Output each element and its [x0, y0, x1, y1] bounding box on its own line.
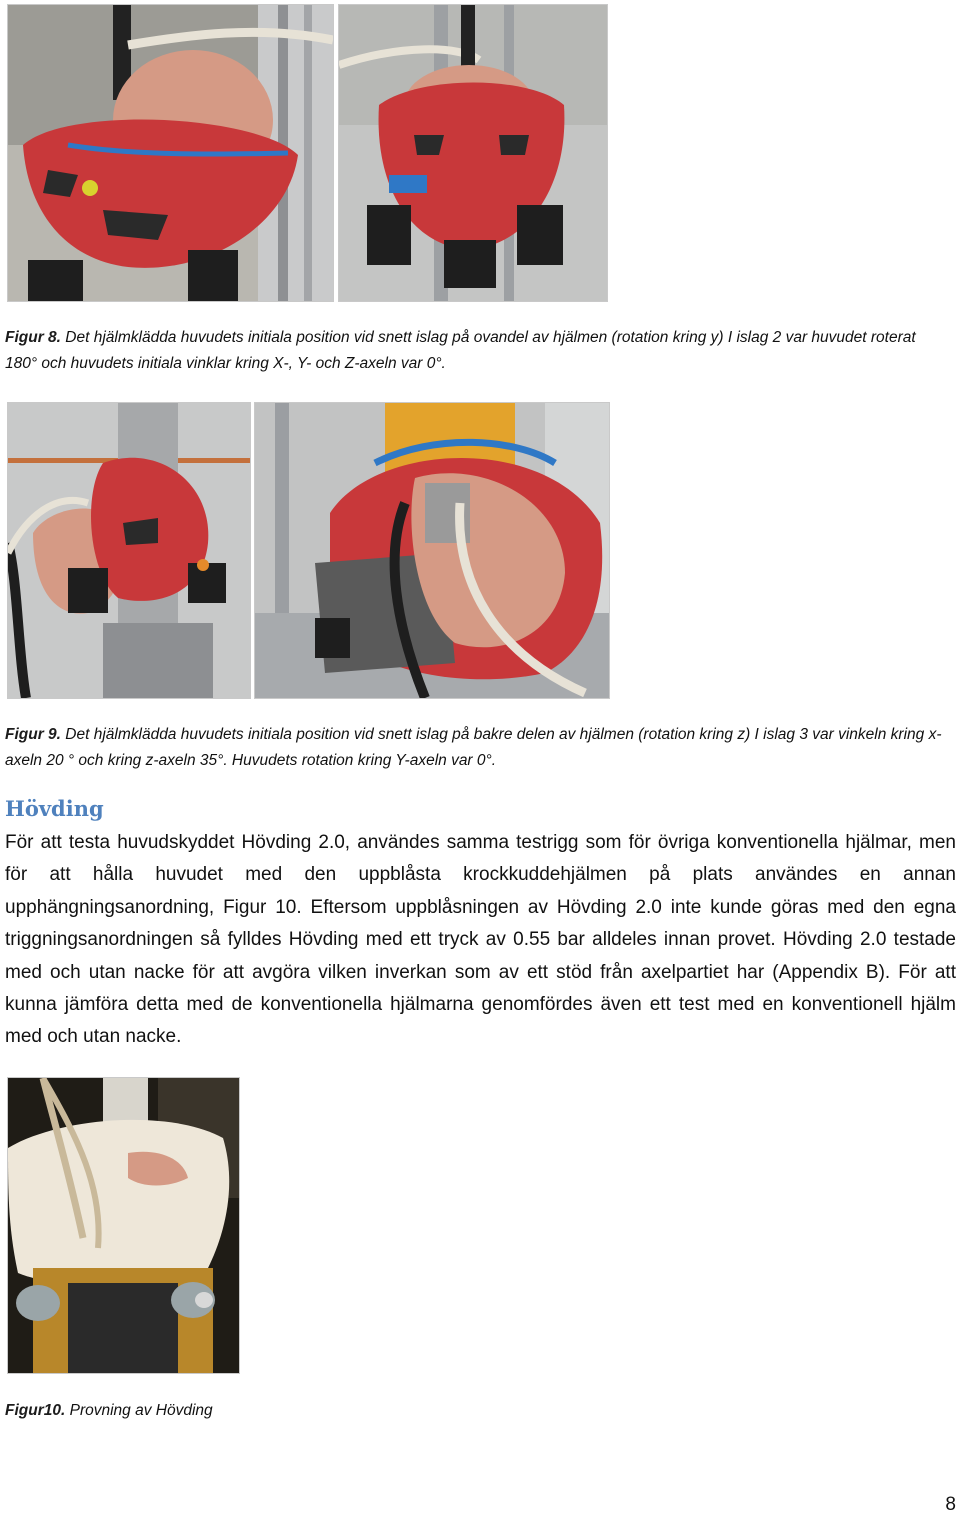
figure10-photo: [7, 1077, 240, 1374]
figure9-photo-right: [254, 402, 610, 699]
figure8-label: Figur 8.: [5, 329, 61, 346]
figure8-caption-text: Det hjälmklädda huvudets initiala position vid snett islag på ovandel av hjälmen (rotation kring y) I islag 2 var huvudet roterat 180° och huvudets initiala vinklar kring X-, Y- och Z-axeln var 0°.: [5, 329, 916, 372]
figure10-caption-text: Provning av Hövding: [65, 1402, 213, 1419]
figure10-label: Figur10.: [5, 1402, 66, 1419]
figure10-caption: [5, 1398, 950, 1424]
section-paragraph: För att testa huvudskyddet Hövding 2.0, användes samma testrigg som för övriga konventionella hjälmar, men för att hålla huvudet med den uppblåsta krockkuddehjälmen på plats användes en annan upphängningsanordning, Figur 10. Eftersom uppblåsningen av Hövding 2.0 inte kunde göras med den egna triggningsanordningen så fylldes Hövding med ett tryck av 0.55 bar alldeles innan provet. Hövding 2.0 testade med och utan nacke för att avgöra vilken inverkan som av ett stöd från axelpartiet har (Appendix B). För att kunna jämföra detta med de konventionella hjälmarna genomfördes även ett test med en konventionell hjälm med och utan nacke.: [5, 832, 956, 1048]
page-number: 8: [945, 1494, 956, 1515]
figure9-caption: [5, 722, 950, 774]
section-heading: Hövding: [5, 796, 104, 821]
figure9-label: Figur 9.: [5, 726, 61, 743]
figure8-photo-right: [338, 4, 608, 302]
figure9-photo-left: [7, 402, 251, 699]
figure8-caption: [5, 325, 950, 377]
figure9-caption-text: Det hjälmklädda huvudets initiala position vid snett islag på bakre delen av hjälmen (rotation kring z) I islag 3 var vinkeln kring x-axeln 20 ° och kring z-axeln 35°. Huvudets rotation kring Y-axeln var 0°.: [5, 726, 942, 769]
figure8-photo-left: [7, 4, 334, 302]
